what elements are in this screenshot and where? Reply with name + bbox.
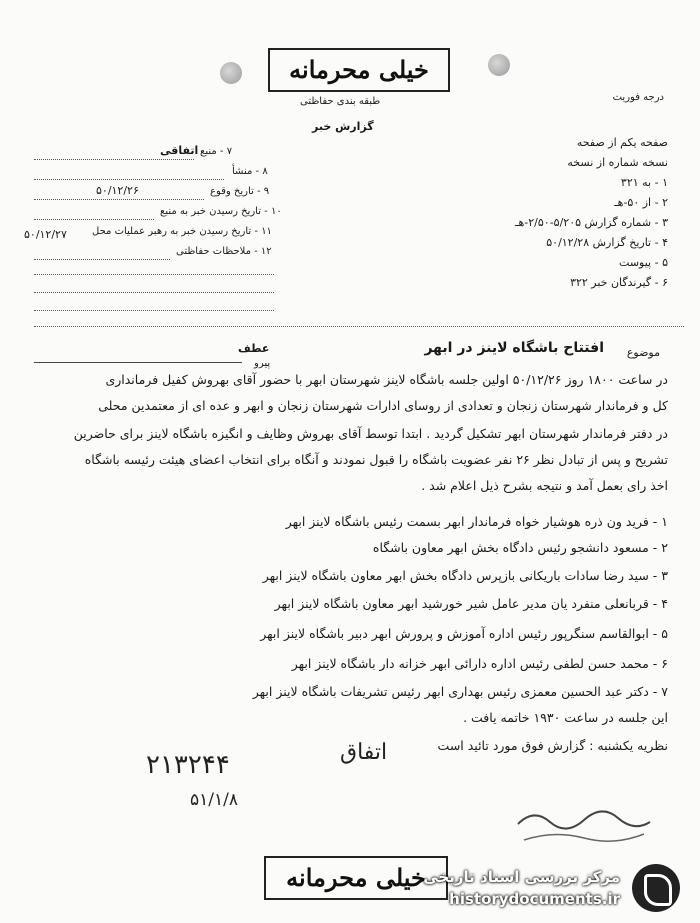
member-1: ۱ - فرید ون ذره هوشیار خواه فرماندار ابهر بسمت رئیس باشگاه لاینز ابهر (285, 514, 668, 529)
right-field-7: ۵ - پیوست (619, 256, 668, 269)
member-2: ۲ - مسعود دانشجو رئیس دادگاه بخش ابهر معاون باشگاه (372, 540, 668, 555)
top-classification-stamp: خیلی محرمانه (268, 48, 450, 92)
member-6: ۶ - محمد حسن لطفی رئیس اداره دارائی ابهر خزانه دار باشگاه لاینز ابهر (291, 656, 668, 671)
priority-label: درجه فوریت (612, 92, 664, 103)
right-field-3: ۱ - به ۳۲۱ (620, 176, 668, 189)
right-field-5: ۳ - شماره گزارش ۵/۲۰۵-۲/۵۰-هـ (515, 216, 668, 229)
right-field-1: صفحه یکم از صفحه (576, 136, 668, 149)
left-field-label-10: ۱۰ - تاریخ رسیدن خبر به منبع (160, 206, 282, 217)
member-3: ۳ - سید رضا سادات باریکانی بازپرس دادگاه بخش ابهر معاون باشگاه لاینز ابهر (262, 568, 668, 583)
blank-line-3 (34, 310, 274, 311)
closing-line: این جلسه در ساعت ۱۹۳۰ خاتمه یافت . (463, 710, 668, 725)
body-line-2: کل و فرماندار شهرستان زنجان و تعدادی از روسای ادارات شهرستان زنجان و ابهر و عده ای از معتمدین محلی (98, 398, 668, 413)
member-4: ۴ - قربانعلی منفرد یان مدیر عامل شیر خورشید ابهر معاون باشگاه لاینز ابهر (274, 596, 668, 611)
opinion-line: نظریه یکشنبه : گزارش فوق مورد تائید است (437, 738, 668, 753)
left-field-line-12 (34, 259, 170, 260)
blank-line-1 (34, 274, 274, 275)
blank-line-2 (34, 292, 274, 293)
punch-hole-left (220, 62, 242, 84)
archive-logo-icon (632, 864, 680, 912)
member-7: ۷ - دکتر عبد الحسین معمزی رئیس بهداری ابهر رئیس تشریفات باشگاه لاینز ابهر (252, 684, 668, 699)
blank-line-4 (34, 326, 684, 327)
subject-rule (34, 362, 242, 363)
right-field-6: ۴ - تاریخ گزارش ۵۰/۱۲/۲۸ (546, 236, 668, 249)
punch-hole-right (488, 54, 510, 76)
left-field-label-9: ۹ - تاریخ وقوع (210, 186, 270, 197)
body-line-3: در دفتر فرماندار شهرستان ابهر تشکیل گردید . ابتدا توسط آقای بهروش وظایف و انگیزه باشگاه لاینز برای حاضرین (73, 426, 668, 441)
left-field-line-9 (34, 199, 204, 200)
left-field-line-8 (34, 179, 224, 180)
subject-text: افتتاح باشگاه لاینز در ابهر (424, 340, 604, 356)
subject-label: موضوع (626, 346, 660, 359)
member-5: ۵ - ابوالقاسم سنگرپور رئیس اداره آموزش و پرورش ابهر دبیر باشگاه لاینز ابهر (260, 626, 668, 641)
left-field-line-10 (34, 219, 154, 220)
left-field-value-7: اتفاقی (160, 144, 199, 157)
right-field-2: نسخه شماره از نسخه (567, 156, 668, 169)
handwritten-date: ۵۱/۱/۸ (190, 790, 238, 810)
watermark-title: مرکز بررسی اسناد تاریخی (423, 868, 620, 886)
classification-label: طبقه بندی حفاظتی (300, 96, 381, 107)
side-note-atf: عطف (238, 342, 270, 355)
right-field-8: ۶ - گیرندگان خبر ۳۲۲ (570, 276, 668, 289)
left-field-label-11: ۱۱ - تاریخ رسیدن خبر به رهبر عملیات محل (92, 226, 272, 237)
left-field-label-8: ۸ - منشأ (232, 166, 268, 177)
stamp-scribble (514, 800, 654, 850)
left-field-label-7: ۷ - منبع (200, 146, 233, 157)
body-line-5: اخذ رای بعمل آمد و نتیجه بشرح ذیل اعلام شد . (421, 478, 668, 493)
right-field-4: ۲ - از ۵۰-هـ (614, 196, 668, 209)
watermark-url: historydocuments.ir (449, 890, 620, 908)
handwritten-number: ۲۱۳۲۴۴ (146, 750, 230, 780)
handwritten-signature: اتفاق (340, 740, 388, 765)
left-field-value-9: ۵۰/۱۲/۲۶ (96, 184, 139, 197)
body-line-1: در ساعت ۱۸۰۰ روز ۵۰/۱۲/۲۶ اولین جلسه باشگاه لاینز شهرستان ابهر با حضور آقای بهروش کفیل فرمانداری (105, 372, 668, 387)
body-line-4: تشریح و پس از تبادل نظر ۲۶ نفر عضویت باشگاه را قبول نمودند و آنگاه برای انتخاب اعضای هیئت رئیسه باشگاه (84, 452, 668, 467)
left-field-line-7 (34, 159, 194, 160)
left-field-label-12: ۱۲ - ملاحظات حفاظتی (176, 246, 272, 257)
left-field-value-11: ۵۰/۱۲/۲۷ (24, 228, 67, 241)
report-title: گزارش خبر (312, 120, 374, 133)
side-note-peyro: پیرو (254, 358, 271, 369)
bottom-classification-stamp: خیلی محرمانه (264, 856, 448, 900)
